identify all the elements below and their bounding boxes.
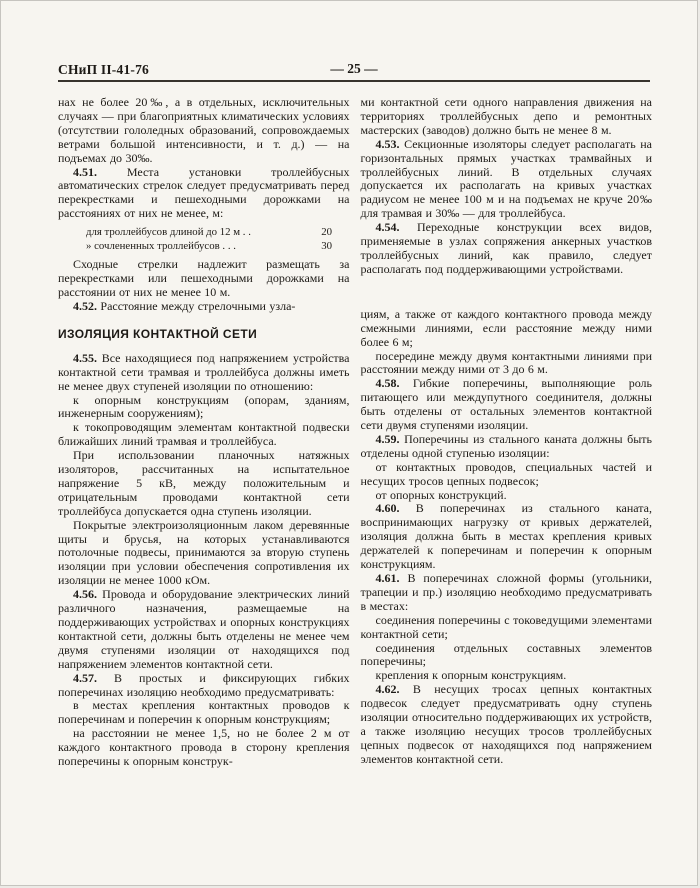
running-header — [58, 61, 650, 82]
paragraph: соединения поперечины с токоведущими элементами контактной сети; — [360, 612, 652, 641]
clause-4-61: 4.61. В поперечинах сложной формы (угольники, трапеции и пр.) изоляцию необходимо предусматривать в местах: — [360, 571, 652, 613]
dotted-value-list — [86, 226, 334, 253]
paragraph: от контактных проводов, специальных частей и несущих тросов цепных подвесок; — [360, 459, 652, 488]
paragraph: на расстоянии не менее 1,5, но не более 2 м от каждого контактного провода в сторону крепления поперечины к опорным конструк- — [58, 726, 350, 769]
clause-4-57: 4.57. В простых и фиксирующих гибких поперечинах изоляцию необходимо предусматривать: — [58, 670, 350, 699]
clause-4-59: 4.59. Поперечины из стального каната должны быть отделены одной ступенью изоляции: — [360, 431, 652, 460]
list-item: » сочлененных троллейбусов . . . 30 — [86, 239, 332, 252]
clause-4-60: 4.60. В поперечинах из стального каната, воспринимающих нагрузку от кривых держателей, изоляция должна быть в местах крепления кривых держателей к поперечинам и поперечин к опорным конструкциям. — [360, 501, 652, 572]
clause-4-62: 4.62. В несущих тросах цепных контактных подвесок следует предусматривать одну ступень изоляции относительно поддерживающих их устройств, а также изоляцию несущих тросов троллейбусных цепных подвесок от находящихся под напряжением элементов контактной сети. — [360, 682, 652, 766]
text-columns — [58, 96, 652, 769]
clause-4-54: 4.54. Переходные конструкции всех видов, применяемые в узлах сопряжения анкерных участков троллейбусных линий, как правило, следует располагать под поддерживающими устройствами. — [360, 220, 652, 276]
paragraph: нах не более 20‰, а в отдельных, исключительных случаях — при благоприятных климатических условиях (отсутствии гололедных образований, сопровождаемых ветрами большой интенсивности, и т. д.) — на подъемах до 30‰. — [58, 95, 350, 165]
paragraph: Покрытые электроизоляционным лаком деревянные щиты и брусья, на которых устанавливаются потолочные подвесы, принимаются за вторую ступень изоляции при условии обеспечения сопротивления их изоляции не менее 1000 кОм. — [58, 517, 350, 588]
paragraph: от опорных конструкций. — [375, 487, 507, 502]
right-column — [361, 96, 653, 769]
paragraph: ми контактной сети одного направления движения на территориях троллейбусных депо и ремонтных мастерских (заводов) должно быть не менее 8 м. — [360, 95, 652, 137]
paragraph: При использовании планочных натяжных изоляторов, рассчитанных на испытательное напряжение 5 кВ, между положительным и отрицательным проводами контактной сети троллейбуса допускается одна ступень изоляции. — [58, 448, 350, 518]
paragraph: к опорным конструкциям (опорам, зданиям, инженерным сооружениям); — [58, 392, 350, 421]
page-number: — 25 — — [330, 61, 378, 76]
document-code: СНиП II-41-76 — [58, 62, 150, 77]
clause-4-58: 4.58. Гибкие поперечины, выполняющие роль питающего или междупутного соединителя, должны быть отделены от остальных элементов контактной сети двумя ступенями изоляции. — [360, 376, 652, 433]
paragraph: соединения отдельных составных элементов поперечины; — [360, 640, 652, 669]
paragraph: в местах крепления контактных проводов к поперечинам и поперечин к опорным конструкциям; — [58, 698, 350, 727]
paragraph: к токопроводящим элементам контактной подвески ближайших линий трамвая и троллейбуса. — [58, 420, 350, 449]
list-item: для троллейбусов длиной до 12 м . . 20 — [86, 226, 332, 239]
section-heading: ИЗОЛЯЦИЯ КОНТАКТНОЙ СЕТИ — [58, 326, 258, 341]
clause-4-56: 4.56. Провода и оборудование электрических линий различного назначения, размещаемые на поддерживающих устройствах и опорных конструкциях контактной сети, должны быть отделены не менее чем двумя ступенями изоляции от находящихся под напряжением элементов контактной сети. — [58, 587, 350, 671]
left-column — [58, 96, 350, 769]
clause-4-53: 4.53. Секционные изоляторы следует располагать на горизонтальных прямых участках трамвайных и троллейбусных линий. В отдельных случаях допускается их располагать на кривых участках радиусом не менее 100 м и на подъемах не круче 20‰ для трамвая и 30‰ — для троллейбуса. — [360, 136, 652, 221]
column-spacer — [361, 277, 653, 308]
clause-4-51: 4.51. Места установки троллейбусных автоматических стрелок следует предусматривать перед перекрестками и пешеходными дорожками на расстояниях от них не менее, м: — [58, 164, 350, 221]
paragraph: циям, а также от каждого контактного провода между смежными линиями, если расстояние между ними более 6 м; — [360, 306, 652, 349]
paragraph: посередине между двумя контактными линиями при расстоянии между ними от 3 до 6 м. — [360, 348, 652, 377]
paragraph: крепления к опорным конструкциям. — [375, 668, 567, 683]
clause-4-55: 4.55. Все находящиеся под напряжением устройства контактной сети трамвая и троллейбуса должны иметь не менее двух ступеней изоляции по отношению: — [58, 350, 350, 393]
clause-4-52: 4.52. Расстояние между стрелочными узла- — [73, 298, 296, 313]
paragraph: Сходные стрелки надлежит размещать за перекрестками или пешеходными дорожками на расстоянии от них не менее 10 м. — [58, 257, 350, 299]
